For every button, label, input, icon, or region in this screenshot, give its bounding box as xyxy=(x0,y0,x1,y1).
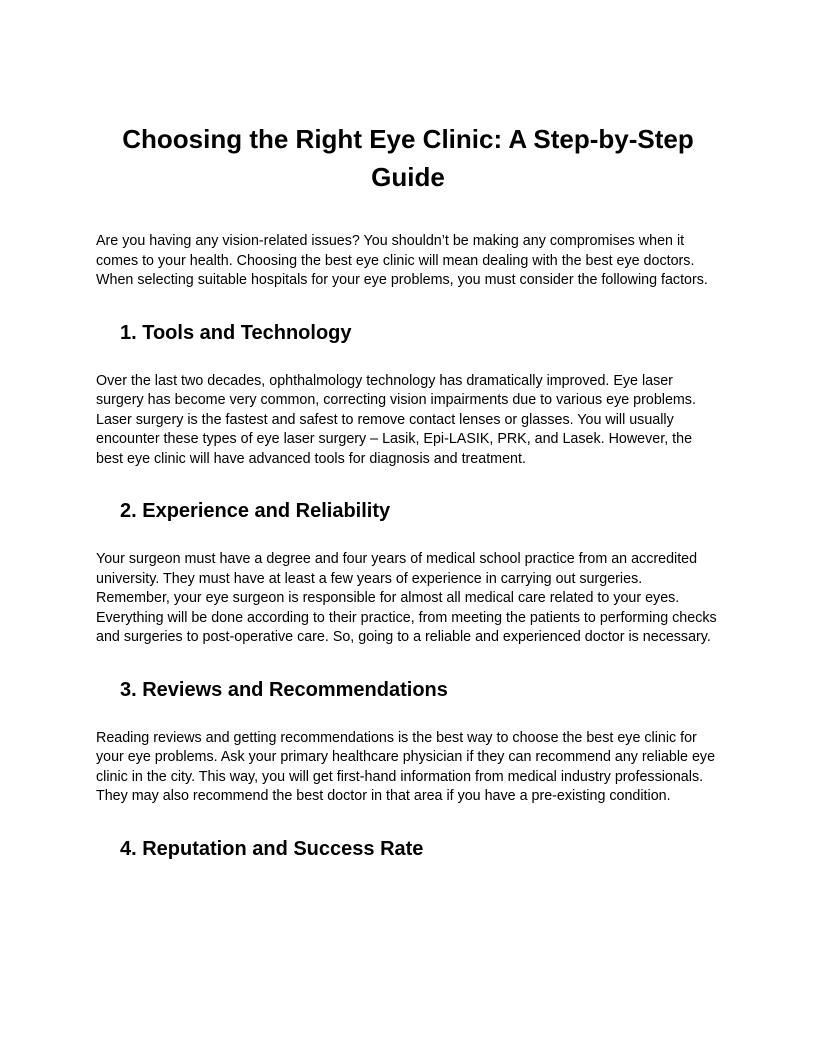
document-title: Choosing the Right Eye Clinic: A Step-by-Step Guide xyxy=(122,124,694,192)
section-body-tools-technology: Over the last two decades, ophthalmology technology has dramatically improved. Eye laser surgery has become very common, correcting vision impairments due to various eye problems. Laser surgery is the fastest and safest to remove contact lenses or glasses. You will usually encounter these types of eye laser surgery – Lasik, Epi-LASIK, PRK, and Lasek. However, the best eye clinic will have advanced tools for diagnosis and treatment. xyxy=(96,372,696,467)
intro-paragraph: Are you having any vision-related issues? You shouldn’t be making any compromises when it comes to your health. Choosing the best eye clinic will mean dealing with the best eye doctors. When selecting suitable hospitals for your eye problems, you must consider the following factors. xyxy=(96,233,708,288)
section-body-experience-reliability: Your surgeon must have a degree and four years of medical school practice from an accredited university. They must have at least a few years of experience in carrying out surgeries. Remember, your eye surgeon is responsible for almost all medical care related to your eyes. Everything will be done according to their practice, from meeting the patients to performing checks and surgeries to post-operative care. So, going to a reliable and experienced doctor is necessary. xyxy=(96,551,717,645)
section-heading-reviews-recommendations: 3. Reviews and Recommendations xyxy=(120,678,448,701)
section-heading-experience-reliability: 2. Experience and Reliability xyxy=(120,500,391,522)
section-body-reviews-recommendations: Reading reviews and getting recommendations is the best way to choose the best eye clinic for your eye problems. Ask your primary healthcare physician if they can recommend any reliable eye clinic in the city. This way, you will get first-hand information from medical industry professionals. They may also recommend the best doctor in that area if you have a pre-existing condition. xyxy=(96,729,716,804)
section-heading-reputation-success-rate: 4. Reputation and Success Rate xyxy=(120,837,424,860)
section-heading-tools-technology: 1. Tools and Technology xyxy=(120,321,352,344)
